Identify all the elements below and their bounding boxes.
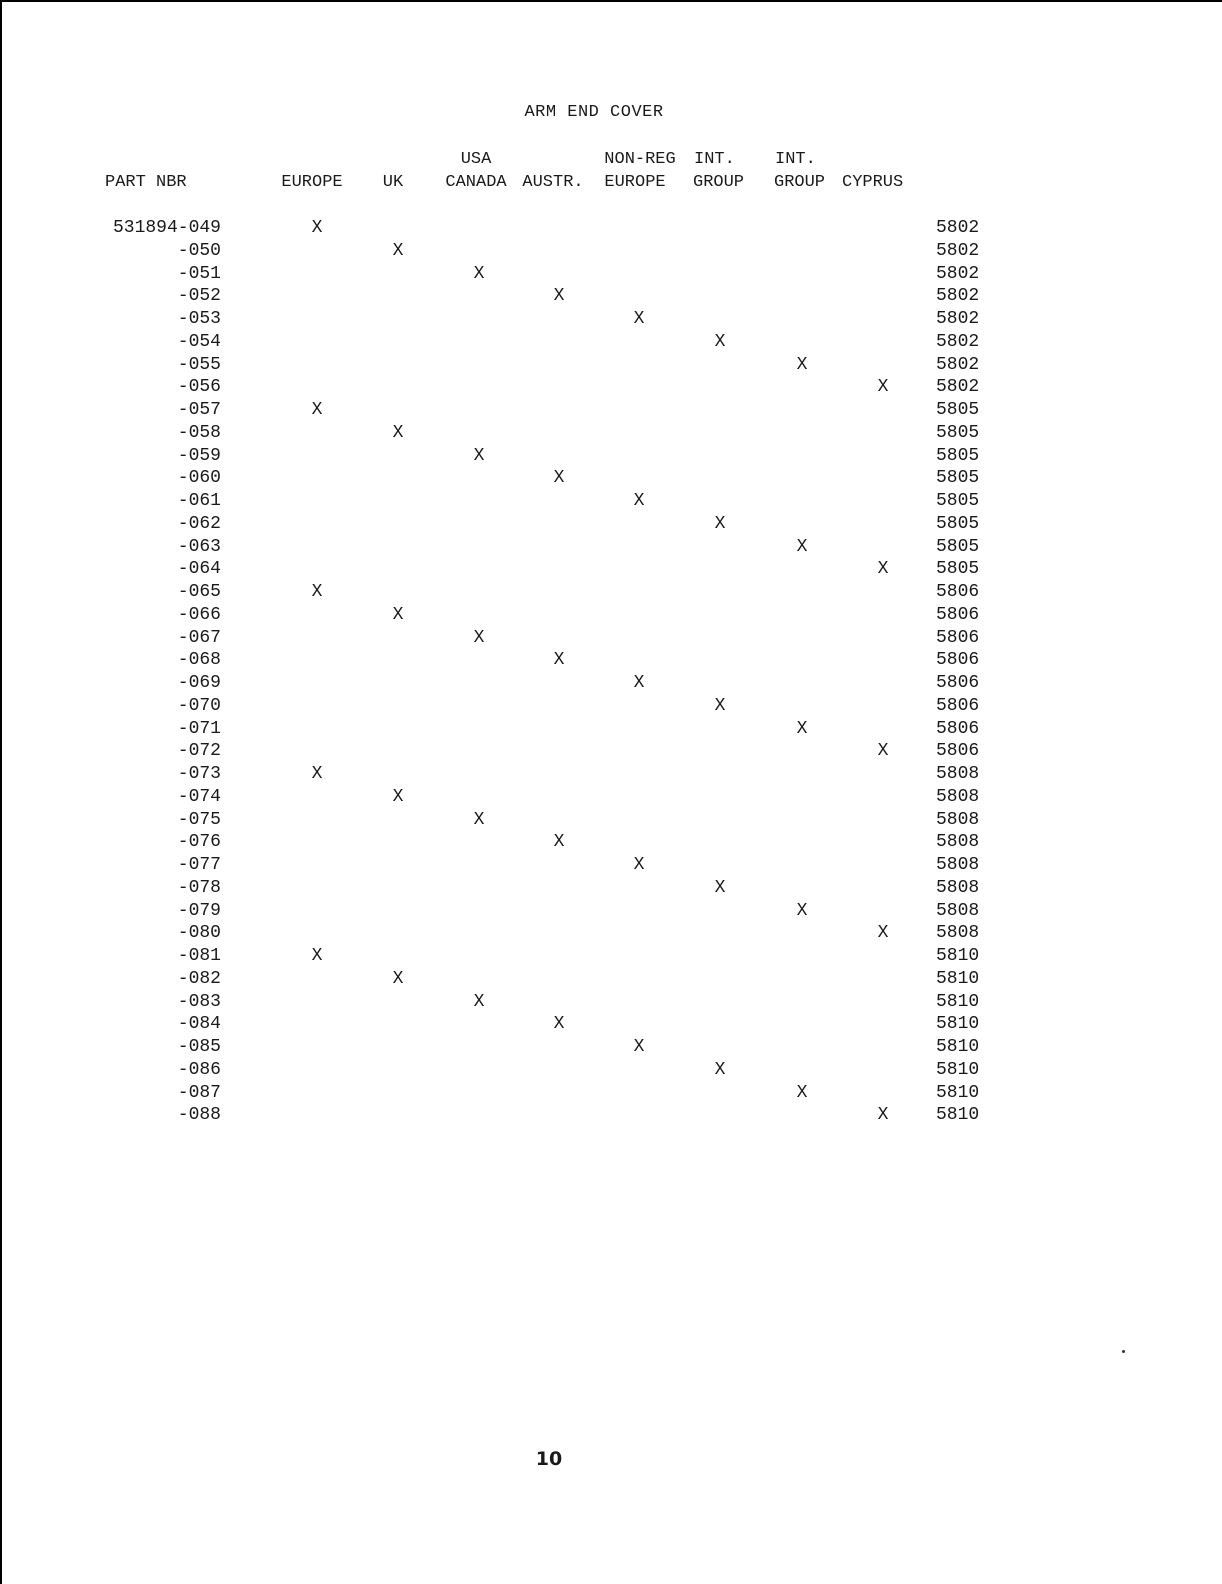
table-row — [2, 491, 1222, 513]
part-number: -073 — [177, 764, 221, 784]
table-row — [2, 810, 1222, 832]
part-number: -072 — [177, 741, 221, 762]
header-europe: EUROPE — [281, 173, 343, 192]
region-mark: X — [796, 900, 808, 921]
table-row — [2, 992, 1222, 1014]
part-number: -078 — [177, 877, 221, 898]
part-number: -070 — [177, 695, 221, 716]
code-value: 5805 — [936, 513, 980, 534]
part-number: -051 — [177, 263, 221, 284]
code-value: 5802 — [936, 331, 980, 352]
region-mark: X — [311, 582, 323, 602]
table-row — [2, 264, 1222, 286]
region-mark: X — [796, 718, 808, 739]
code-value: 5808 — [936, 764, 980, 784]
part-number: -055 — [177, 354, 221, 375]
table-row — [2, 1105, 1222, 1127]
code-value: 5805 — [936, 422, 980, 443]
code-value: 5808 — [936, 877, 980, 898]
part-number: -057 — [177, 400, 221, 420]
region-mark: X — [714, 695, 726, 716]
document-title: ARM END COVER — [524, 103, 664, 122]
table-row — [2, 855, 1222, 877]
part-number: -075 — [177, 809, 221, 830]
table-row — [2, 628, 1222, 650]
scan-speck — [1122, 1350, 1125, 1353]
code-value: 5810 — [936, 946, 980, 966]
code-value: 5805 — [936, 400, 980, 420]
table-row — [2, 332, 1222, 354]
region-mark: X — [877, 1105, 889, 1126]
header-part-nbr: PART NBR — [105, 173, 187, 192]
part-number: 531894-049 — [112, 218, 221, 238]
code-value: 5805 — [936, 468, 980, 489]
code-value: 5802 — [936, 286, 980, 307]
table-row — [2, 582, 1222, 604]
region-mark: X — [473, 809, 485, 830]
table-row — [2, 286, 1222, 308]
header-usa: USA — [460, 150, 492, 169]
code-value: 5806 — [936, 650, 980, 671]
table-row — [2, 719, 1222, 741]
part-number: -058 — [177, 422, 221, 443]
part-number: -060 — [177, 468, 221, 489]
region-mark: X — [714, 513, 726, 534]
region-mark: X — [392, 604, 404, 625]
part-number: -050 — [177, 240, 221, 261]
part-number: -068 — [177, 650, 221, 671]
table-row — [2, 241, 1222, 263]
header-group-1: GROUP — [693, 173, 745, 192]
part-number: -077 — [177, 855, 221, 875]
table-row — [2, 946, 1222, 968]
header-int-1: INT. — [694, 150, 735, 169]
code-value: 5808 — [936, 809, 980, 830]
region-mark: X — [553, 832, 565, 853]
region-mark: X — [553, 1014, 565, 1035]
header-canada: CANADA — [445, 173, 507, 192]
region-mark: X — [877, 741, 889, 762]
code-value: 5810 — [936, 968, 980, 989]
table-row — [2, 468, 1222, 490]
code-value: 5810 — [936, 1037, 980, 1057]
region-mark: X — [633, 673, 645, 693]
table-row — [2, 878, 1222, 900]
part-number: -071 — [177, 718, 221, 739]
part-number: -079 — [177, 900, 221, 921]
region-mark: X — [311, 400, 323, 420]
code-value: 5805 — [936, 536, 980, 557]
code-value: 5802 — [936, 377, 980, 398]
table-row — [2, 741, 1222, 763]
region-mark: X — [473, 627, 485, 648]
region-mark: X — [553, 286, 565, 307]
code-value: 5808 — [936, 786, 980, 807]
table-row — [2, 764, 1222, 786]
table-row — [2, 673, 1222, 695]
region-mark: X — [714, 1059, 726, 1080]
header-group-2: GROUP — [774, 173, 826, 192]
table-row — [2, 423, 1222, 445]
table-row — [2, 1037, 1222, 1059]
part-number: -084 — [177, 1014, 221, 1035]
header-cyprus: CYPRUS — [842, 173, 904, 192]
region-mark: X — [473, 445, 485, 466]
code-value: 5806 — [936, 582, 980, 602]
code-value: 5810 — [936, 1082, 980, 1103]
table-row — [2, 309, 1222, 331]
region-mark: X — [633, 1037, 645, 1057]
region-mark: X — [392, 422, 404, 443]
region-mark: X — [633, 855, 645, 875]
part-number: -063 — [177, 536, 221, 557]
code-value: 5806 — [936, 695, 980, 716]
part-number: -086 — [177, 1059, 221, 1080]
part-number: -059 — [177, 445, 221, 466]
table-row — [2, 1083, 1222, 1105]
region-mark: X — [473, 991, 485, 1012]
part-number: -069 — [177, 673, 221, 693]
code-value: 5806 — [936, 718, 980, 739]
table-row — [2, 400, 1222, 422]
code-value: 5802 — [936, 263, 980, 284]
region-mark: X — [392, 240, 404, 261]
region-mark: X — [553, 468, 565, 489]
part-number: -081 — [177, 946, 221, 966]
part-number: -065 — [177, 582, 221, 602]
table-row — [2, 696, 1222, 718]
page-number: 10 — [535, 1448, 563, 1470]
code-value: 5802 — [936, 309, 980, 329]
table-row — [2, 969, 1222, 991]
region-mark: X — [796, 1082, 808, 1103]
code-value: 5806 — [936, 627, 980, 648]
part-number: -080 — [177, 923, 221, 944]
part-number: -061 — [177, 491, 221, 511]
table-row — [2, 218, 1222, 240]
header-int-2: INT. — [775, 150, 816, 169]
part-number: -074 — [177, 786, 221, 807]
table-row — [2, 446, 1222, 468]
part-number: -087 — [177, 1082, 221, 1103]
table-row — [2, 650, 1222, 672]
table-row — [2, 377, 1222, 399]
code-value: 5810 — [936, 1014, 980, 1035]
region-mark: X — [553, 650, 565, 671]
code-value: 5808 — [936, 900, 980, 921]
region-mark: X — [714, 331, 726, 352]
part-number: -062 — [177, 513, 221, 534]
code-value: 5805 — [936, 491, 980, 511]
part-number: -056 — [177, 377, 221, 398]
table-row — [2, 787, 1222, 809]
part-number: -052 — [177, 286, 221, 307]
region-mark: X — [877, 559, 889, 580]
region-mark: X — [392, 786, 404, 807]
table-row — [2, 605, 1222, 627]
header-austr: AUSTR. — [522, 173, 584, 192]
region-mark: X — [877, 923, 889, 944]
part-number: -067 — [177, 627, 221, 648]
region-mark: X — [877, 377, 889, 398]
part-number: -076 — [177, 832, 221, 853]
code-value: 5808 — [936, 855, 980, 875]
region-mark: X — [714, 877, 726, 898]
table-row — [2, 355, 1222, 377]
region-mark: X — [633, 309, 645, 329]
region-mark: X — [796, 536, 808, 557]
header-uk: UK — [382, 173, 404, 192]
region-mark: X — [311, 946, 323, 966]
table-row — [2, 1014, 1222, 1036]
table-row — [2, 559, 1222, 581]
part-number: -054 — [177, 331, 221, 352]
code-value: 5802 — [936, 240, 980, 261]
region-mark: X — [311, 764, 323, 784]
header-non-reg: NON-REG — [604, 150, 676, 169]
code-value: 5810 — [936, 1105, 980, 1126]
code-value: 5808 — [936, 832, 980, 853]
part-number: -083 — [177, 991, 221, 1012]
region-mark: X — [311, 218, 323, 238]
code-value: 5810 — [936, 991, 980, 1012]
code-value: 5806 — [936, 741, 980, 762]
code-value: 5806 — [936, 604, 980, 625]
part-number: -066 — [177, 604, 221, 625]
table-row — [2, 923, 1222, 945]
part-number: -053 — [177, 309, 221, 329]
region-mark: X — [633, 491, 645, 511]
code-value: 5802 — [936, 354, 980, 375]
part-number: -064 — [177, 559, 221, 580]
table-row — [2, 1060, 1222, 1082]
code-value: 5805 — [936, 445, 980, 466]
code-value: 5802 — [936, 218, 980, 238]
table-row — [2, 514, 1222, 536]
header-non-reg-europe: EUROPE — [604, 173, 666, 192]
part-number: -085 — [177, 1037, 221, 1057]
code-value: 5805 — [936, 559, 980, 580]
table-row — [2, 901, 1222, 923]
part-number: -088 — [177, 1105, 221, 1126]
region-mark: X — [796, 354, 808, 375]
part-number: -082 — [177, 968, 221, 989]
region-mark: X — [473, 263, 485, 284]
region-mark: X — [392, 968, 404, 989]
code-value: 5810 — [936, 1059, 980, 1080]
code-value: 5808 — [936, 923, 980, 944]
table-row — [2, 537, 1222, 559]
table-row — [2, 832, 1222, 854]
code-value: 5806 — [936, 673, 980, 693]
